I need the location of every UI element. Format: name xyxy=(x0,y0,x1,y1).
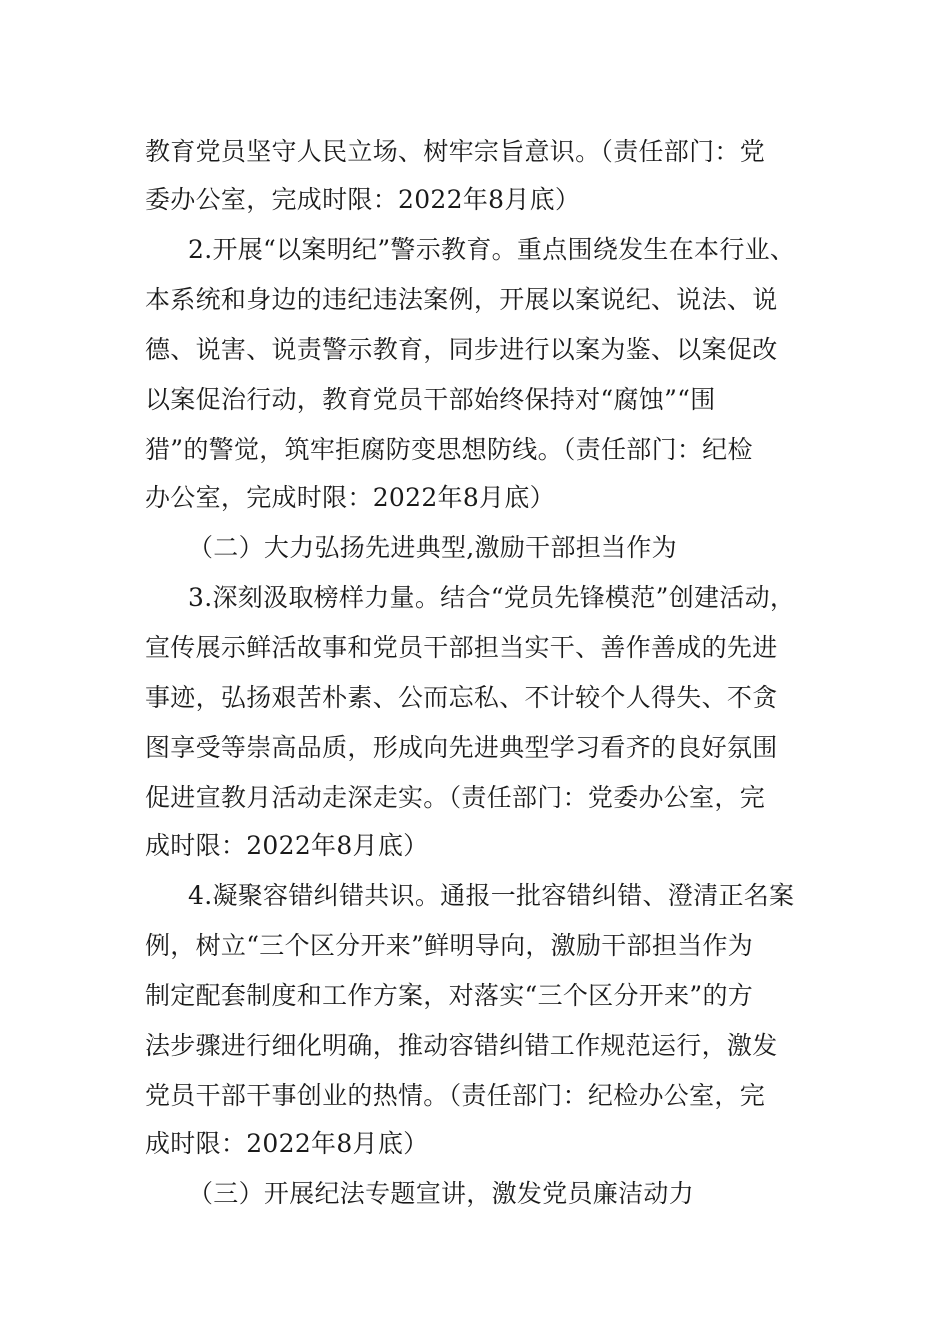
body-text-line: 成时限：2022年8月底） xyxy=(145,831,429,860)
body-text-line: 促进宣教月活动走深走实。（责任部门：党委办公室，完 xyxy=(145,783,766,812)
body-text-line: 制定配套制度和工作方案，对落实“三个区分开来”的方 xyxy=(145,981,754,1010)
body-text-line: 法步骤进行细化明确，推动容错纠错工作规范运行，激发 xyxy=(145,1031,778,1060)
body-text-line: 成时限：2022年8月底） xyxy=(145,1129,429,1158)
body-text-line: 图享受等崇高品质，形成向先进典型学习看齐的良好氛围 xyxy=(145,733,778,762)
body-text-line: 事迹，弘扬艰苦朴素、公而忘私、不计较个人得失、不贪 xyxy=(145,683,778,712)
section-heading-2: （二）大力弘扬先进典型,激励干部担当作为 xyxy=(188,533,677,562)
body-text-line: 宣传展示鲜活故事和党员干部担当实干、善作善成的先进 xyxy=(145,633,778,662)
item-2-first-line: 2.开展“以案明纪”警示教育。重点围绕发生在本行业、 xyxy=(188,235,796,264)
body-text-line: 例，树立“三个区分开来”鲜明导向，激励干部担当作为 xyxy=(145,931,754,960)
body-text-line: 本系统和身边的违纪违法案例，开展以案说纪、说法、说 xyxy=(145,285,778,314)
body-text-line: 党员干部干事创业的热情。（责任部门：纪检办公室，完 xyxy=(145,1081,766,1110)
body-text-line: 猎”的警觉，筑牢拒腐防变思想防线。（责任部门：纪检 xyxy=(145,435,753,464)
section-heading-3: （三）开展纪法专题宣讲，激发党员廉洁动力 xyxy=(188,1179,695,1208)
body-text-line: 教育党员坚守人民立场、树牢宗旨意识。（责任部门：党 xyxy=(145,137,766,166)
item-3-first-line: 3.深刻汲取榜样力量。结合“党员先锋模范”创建活动， xyxy=(188,583,796,612)
body-text-line: 办公室，完成时限：2022年8月底） xyxy=(145,483,555,512)
body-text-line: 以案促治行动，教育党员干部始终保持对“腐蚀”“围 xyxy=(145,385,716,414)
body-text-line: 德、说害、说责警示教育，同步进行以案为鉴、以案促改 xyxy=(145,335,778,364)
item-4-first-line: 4.凝聚容错纠错共识。通报一批容错纠错、澄清正名案 xyxy=(188,881,795,910)
body-text-line: 委办公室，完成时限：2022年8月底） xyxy=(145,185,581,214)
